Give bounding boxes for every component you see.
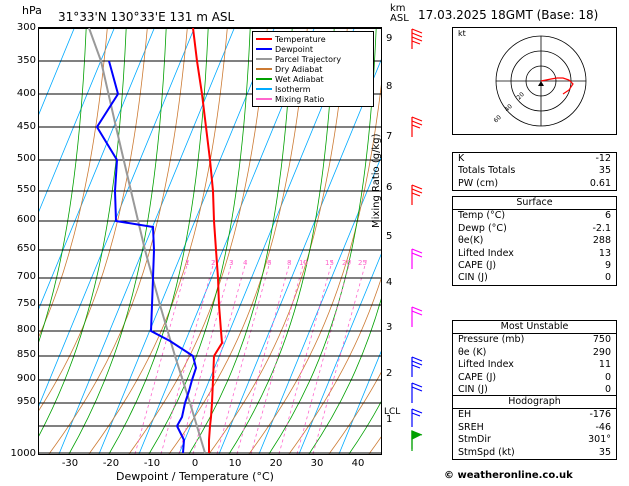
y-tick-950: 950 (16, 396, 36, 407)
table-row-sfc-theta-e (453, 235, 616, 247)
legend-label-isotherm: Isotherm (275, 84, 311, 94)
label-mu-cape: CAPE (J) (458, 371, 497, 383)
table-row-mu-li (453, 359, 616, 371)
legend (252, 31, 374, 107)
table-row-eh (453, 409, 616, 421)
svg-text:4: 4 (243, 259, 248, 267)
table-row-stmspd (453, 447, 616, 459)
value-sfc-cin: 0 (604, 272, 611, 284)
value-stmdir: 301° (588, 434, 611, 446)
legend-swatch-isotherm (256, 88, 272, 90)
value-sfc-cape: 9 (604, 259, 611, 271)
y-tick-850: 850 (16, 349, 36, 360)
value-stmspd: 35 (598, 446, 611, 458)
value-sfc-li: 13 (598, 247, 611, 259)
y-tick-400: 400 (16, 88, 36, 99)
wind-barb-850 (412, 383, 422, 403)
x-tick-40: 40 (351, 458, 365, 469)
value-mu-pressure: 750 (592, 334, 611, 346)
km-tick-8: 8 (386, 81, 393, 92)
table-row-k (453, 153, 616, 165)
svg-text:25: 25 (358, 259, 367, 267)
label-totals: Totals Totals (458, 165, 516, 177)
label-pw: PW (cm) (458, 177, 499, 189)
legend-swatch-dewpoint (256, 48, 272, 50)
legend-item-isotherm (256, 84, 370, 94)
table-row-mu-cape (453, 372, 616, 384)
label-mu-pressure: Pressure (mb) (458, 334, 525, 346)
km-tick-9: 9 (386, 33, 393, 44)
label-mu-cin: CIN (J) (458, 383, 488, 395)
svg-text:60: 60 (492, 114, 503, 125)
y-tick-600: 600 (16, 214, 36, 225)
label-stmspd: StmSpd (kt) (458, 446, 515, 458)
label-mu-theta-e: θe (K) (458, 346, 487, 358)
wind-barb-column (398, 27, 448, 455)
most-unstable-table (452, 320, 617, 397)
most-unstable-title: Most Unstable (453, 321, 616, 334)
wind-barb-400 (412, 117, 422, 137)
legend-label-dewpoint: Dewpoint (275, 44, 314, 54)
asl-label: ASL (390, 13, 409, 24)
x-tick--30: -30 (61, 458, 79, 469)
value-sfc-theta-e: 288 (592, 235, 611, 247)
km-tick-5: 5 (386, 231, 393, 242)
wind-barb-500 (412, 185, 422, 205)
svg-text:40: 40 (503, 103, 514, 114)
legend-item-dry-adiabat (256, 64, 370, 74)
label-sfc-dewp: Dewp (°C) (458, 222, 507, 234)
y-tick-1000: 1000 (10, 448, 36, 459)
legend-label-wet-adiabat: Wet Adiabat (275, 74, 324, 84)
value-k: -12 (595, 153, 611, 164)
svg-text:6: 6 (267, 259, 272, 267)
legend-label-parcel: Parcel Trajectory (275, 54, 342, 64)
label-sreh: SREH (458, 421, 484, 433)
wind-barb-950 (412, 431, 422, 449)
x-tick--10: -10 (143, 458, 161, 469)
value-sfc-dewp: -2.1 (592, 222, 611, 234)
km-tick-3: 3 (386, 322, 393, 333)
value-mu-cape: 0 (604, 371, 611, 383)
label-stmdir: StmDir (458, 434, 491, 446)
x-tick-30: 30 (310, 458, 324, 469)
x-tick-10: 10 (228, 458, 242, 469)
y-tick-800: 800 (16, 324, 36, 335)
lcl-label: LCL (384, 407, 401, 417)
svg-text:20: 20 (342, 259, 351, 267)
y-tick-900: 900 (16, 373, 36, 384)
x-axis-title: Dewpoint / Temperature (°C) (116, 470, 274, 483)
km-tick-7: 7 (386, 131, 393, 142)
surface-title: Surface (453, 197, 616, 210)
value-eh: -176 (589, 409, 611, 421)
value-mu-cin: 0 (604, 383, 611, 395)
table-row-sfc-li (453, 248, 616, 260)
svg-text:15: 15 (325, 259, 334, 267)
legend-item-temperature (256, 34, 370, 44)
svg-text:10: 10 (299, 259, 308, 267)
wind-barb-700 (412, 307, 422, 327)
value-totals: 35 (598, 165, 611, 177)
copyright-credit: © weatheronline.co.uk (444, 470, 573, 481)
y-tick-350: 350 (16, 55, 36, 66)
legend-swatch-temperature (256, 38, 272, 40)
hodograph-unit-label: kt (458, 29, 466, 38)
hodograph-trace (541, 78, 573, 94)
mixing-ratio-labels (185, 259, 367, 267)
legend-swatch-wet-adiabat (256, 78, 272, 80)
table-row-sfc-cape (453, 260, 616, 272)
hodograph-table-title: Hodograph (453, 396, 616, 409)
value-pw: 0.61 (589, 177, 611, 189)
indices-table (452, 152, 617, 191)
table-row-mu-pressure (453, 334, 616, 346)
wind-barb-600 (412, 249, 422, 269)
x-tick-0: 0 (191, 458, 199, 469)
y-tick-500: 500 (16, 153, 36, 164)
legend-item-parcel (256, 54, 370, 64)
y-tick-450: 450 (16, 121, 36, 132)
legend-label-dry-adiabat: Dry Adiabat (275, 64, 323, 74)
table-row-totals (453, 165, 616, 177)
wind-barb-780 (412, 357, 422, 377)
legend-item-mixing-ratio (256, 94, 370, 104)
table-row-stmdir (453, 434, 616, 446)
label-sfc-cin: CIN (J) (458, 272, 488, 284)
km-tick-4: 4 (386, 277, 393, 288)
storm-motion-marker (538, 81, 544, 86)
svg-text:3: 3 (229, 259, 234, 267)
y-tick-300: 300 (16, 22, 36, 33)
surface-table (452, 196, 617, 286)
wind-barb-900 (412, 409, 422, 427)
svg-text:8: 8 (287, 259, 292, 267)
label-sfc-temp: Temp (°C) (458, 210, 506, 222)
wind-barb-300 (412, 29, 422, 49)
temperature-curve (193, 28, 222, 453)
svg-text:1: 1 (185, 259, 190, 267)
datetime-title: 17.03.2025 18GMT (Base: 18) (418, 8, 599, 22)
y-tick-650: 650 (16, 243, 36, 254)
value-sfc-temp: 6 (604, 210, 611, 222)
table-row-sreh (453, 422, 616, 434)
label-sfc-li: Lifted Index (458, 247, 514, 259)
mixing-ratio-axis-title: Mixing Ratio (g/kg) (371, 133, 382, 228)
hodograph-panel (452, 27, 617, 135)
y-tick-700: 700 (16, 271, 36, 282)
y-tick-750: 750 (16, 298, 36, 309)
hodograph-svg (453, 28, 616, 134)
km-tick-6: 6 (386, 182, 393, 193)
table-row-sfc-temp (453, 210, 616, 222)
station-title: 31°33'N 130°33'E 131 m ASL (58, 10, 235, 24)
label-k: K (458, 153, 465, 164)
legend-swatch-parcel (256, 58, 272, 60)
km-tick-1: 1 (386, 414, 393, 425)
legend-item-wet-adiabat (256, 74, 370, 84)
x-tick-20: 20 (269, 458, 283, 469)
legend-item-dewpoint (256, 44, 370, 54)
km-axis-title (390, 4, 409, 24)
value-mu-li: 11 (598, 359, 611, 371)
value-sreh: -46 (595, 421, 611, 433)
table-row-mu-theta-e (453, 347, 616, 359)
x-tick--20: -20 (102, 458, 120, 469)
legend-label-mixing-ratio: Mixing Ratio (275, 94, 325, 104)
label-mu-li: Lifted Index (458, 359, 514, 371)
legend-swatch-mixing-ratio (256, 98, 272, 100)
hodograph-ring-labels (492, 91, 525, 124)
table-row-sfc-cin (453, 272, 616, 284)
legend-swatch-dry-adiabat (256, 68, 272, 70)
km-label: km (390, 3, 406, 14)
value-mu-theta-e: 290 (592, 346, 611, 358)
label-sfc-theta-e: θe(K) (458, 235, 484, 247)
pressure-unit-label: hPa (22, 4, 42, 17)
label-sfc-cape: CAPE (J) (458, 259, 497, 271)
svg-text:20: 20 (515, 91, 526, 102)
km-tick-2: 2 (386, 368, 393, 379)
table-row-sfc-dewp (453, 223, 616, 235)
svg-text:2: 2 (211, 259, 216, 267)
legend-label-temperature: Temperature (275, 34, 326, 44)
label-eh: EH (458, 409, 472, 421)
table-row-pw (453, 178, 616, 190)
y-tick-550: 550 (16, 184, 36, 195)
hodograph-table (452, 395, 617, 460)
